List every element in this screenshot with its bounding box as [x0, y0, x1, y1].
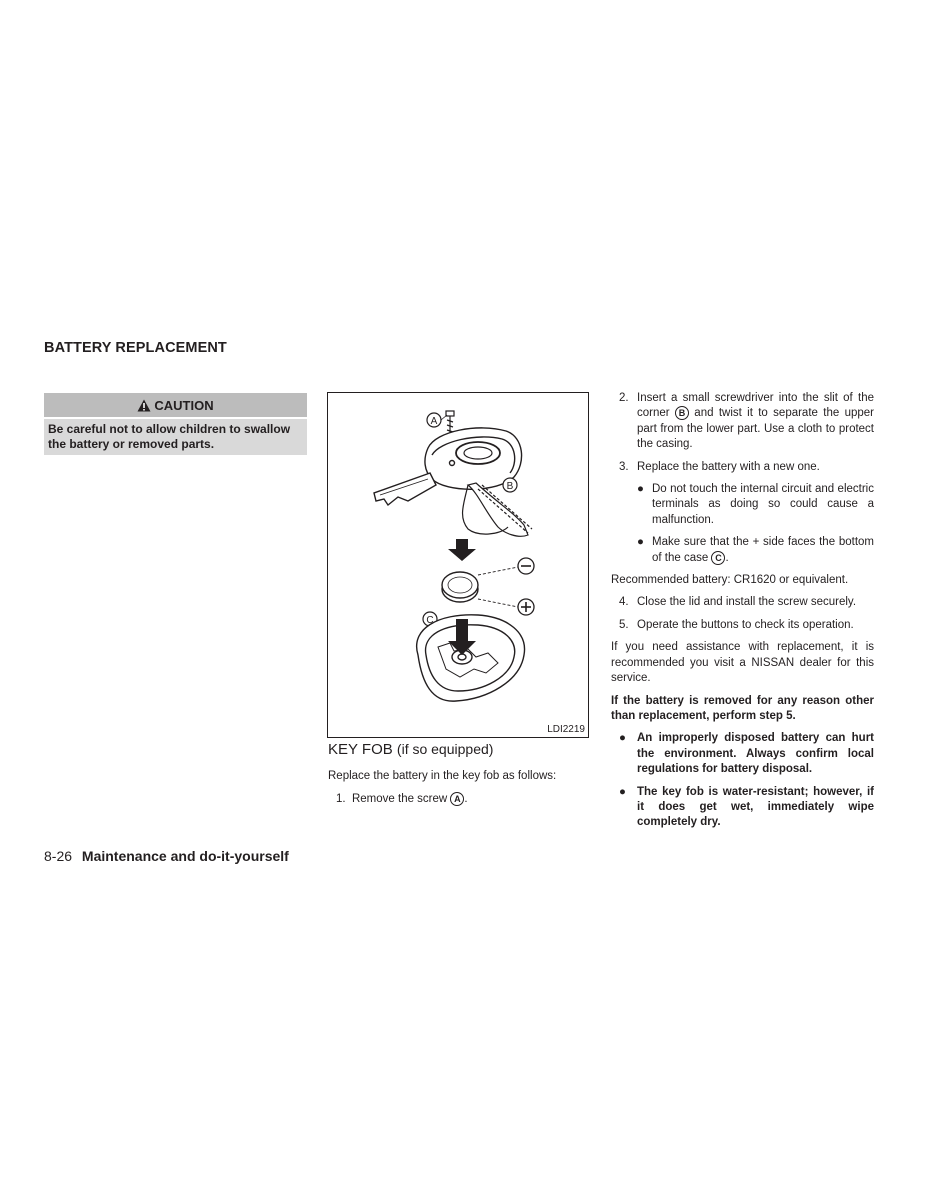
page-number: 8-26 — [44, 848, 73, 864]
key-fob-subtitle: (if so equipped) — [396, 741, 494, 757]
key-fob-title: KEY FOB — [328, 741, 393, 758]
step-3-bullet-1 — [611, 482, 874, 528]
callout-b-label: B — [506, 481, 514, 492]
step-4-text: Close the lid and install the screw securely. — [637, 596, 857, 609]
step-3-text: Replace the battery with a new one. — [637, 460, 820, 473]
step-3-bullet-2-end: . — [725, 551, 729, 564]
instructions-column — [611, 391, 874, 838]
callout-c-inline: C — [711, 551, 725, 565]
step-3 — [611, 460, 874, 475]
figure-code: LDI2219 — [547, 724, 585, 735]
callout-c-label: C — [426, 615, 434, 626]
step-1-text: Remove the screw — [351, 793, 448, 805]
callout-a-label: A — [430, 416, 438, 427]
warning-bullet-2-text: The key fob is water-resistant; however, if it does get wet, immediately wipe completely dry. — [637, 785, 874, 829]
step-4 — [611, 595, 874, 610]
recommended-battery: Recommended battery: CR1620 or equivalent. — [611, 574, 849, 587]
bold-note: If the battery is removed for any reason other than replacement, perform step 5. — [611, 694, 874, 722]
step-5-number: 5. — [619, 618, 629, 631]
bullet-icon: ● — [619, 732, 626, 745]
key-fob-body-icon — [374, 428, 522, 505]
warning-bullet-1-text: An improperly disposed battery can hurt the environment. Always confirm local regulations for battery disposal. — [637, 732, 874, 776]
caution-header — [44, 393, 307, 417]
bullet-icon: ● — [637, 483, 644, 496]
lower-case-icon — [417, 615, 525, 701]
step-1-end: . — [464, 793, 468, 805]
warning-icon — [137, 399, 151, 412]
bullet-icon: ● — [619, 785, 626, 798]
page-footer — [44, 848, 289, 864]
key-fob-diagram — [328, 393, 589, 738]
step-3-bullet-2-text: Make sure that the + side faces the bottom of the case — [652, 536, 874, 564]
step-3-number: 3. — [619, 460, 629, 473]
step-2-number: 2. — [619, 392, 629, 404]
key-fob-heading — [328, 741, 493, 758]
bullet-icon: ● — [637, 536, 644, 549]
step-4-number: 4. — [619, 596, 629, 609]
step-5-text: Operate the buttons to check its operation. — [637, 618, 854, 631]
caution-box — [44, 393, 307, 455]
step-5 — [611, 618, 874, 633]
step-3-bullet-2 — [611, 535, 874, 566]
step-2-text-b: and twist it to separate the upper part from the lower part. Use a cloth to protect the casing. — [637, 407, 874, 451]
step-3-bullet-1-text: Do not touch the internal circuit and electric terminals as doing so could cause a malfunction. — [652, 483, 874, 526]
assistance-note: If you need assistance with replacement, it is recommended you visit a NISSAN dealer for this service. — [611, 641, 874, 685]
warning-bullet-1 — [611, 731, 874, 777]
key-fob-intro: Replace the battery in the key fob as follows: — [328, 770, 557, 782]
step-1 — [328, 792, 598, 807]
step-1-number: 1. — [336, 793, 346, 805]
key-fob-illustration — [327, 392, 589, 738]
step-2-text-a: Insert a small screwdriver into the slit of the corner — [637, 392, 874, 420]
section-title: BATTERY REPLACEMENT — [44, 340, 227, 356]
step-2 — [611, 391, 874, 453]
footer-title: Maintenance and do-it-yourself — [81, 848, 289, 864]
cloth-screwdriver-icon — [463, 483, 532, 536]
coin-battery-icon — [442, 572, 478, 602]
caution-heading: CAUTION — [154, 397, 214, 413]
down-arrow-icon — [448, 539, 476, 561]
warning-bullet-2 — [611, 785, 874, 831]
callout-b-inline: B — [675, 406, 689, 420]
callout-a-inline: A — [450, 792, 464, 806]
caution-text: Be careful not to allow children to swallow the battery or removed parts. — [44, 419, 307, 455]
